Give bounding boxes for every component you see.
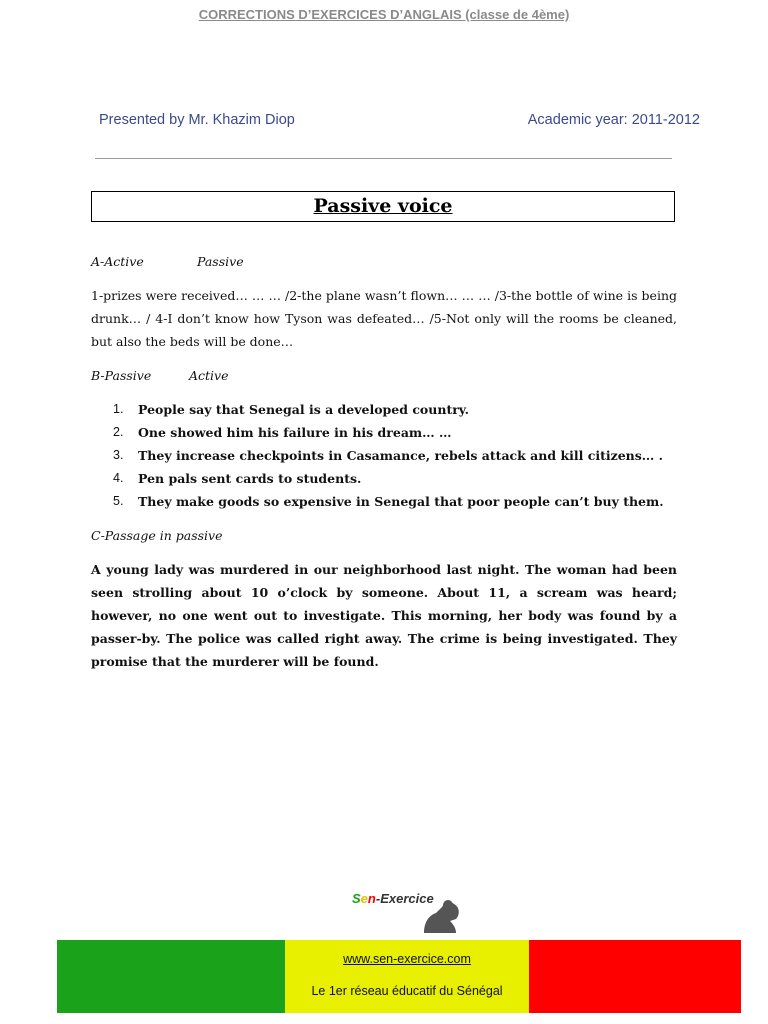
footer-red-band [529, 940, 741, 1013]
footer-green-band [57, 940, 285, 1013]
list-item [91, 490, 677, 513]
list-item-text: One showed him his failure in his dream… … [138, 425, 452, 440]
list-item [91, 467, 677, 490]
list-item-text: People say that Senegal is a developed country. [138, 402, 469, 417]
logo-wordmark: Sen-Exercice [352, 891, 434, 906]
list-item-text: Pen pals sent cards to students. [138, 471, 362, 486]
list-item-number: 5. [113, 494, 124, 508]
list-item-number: 4. [113, 471, 124, 485]
section-a-answers: 1-prizes were received… … … /2-the plane wasn’t flown… … … /3-the bottle of wine is being drunk… / 4-I don’t know how Tyson was defeated… /5-Not only will the rooms be cleaned, but also the beds will be done… [91, 288, 677, 349]
presenter-label: Presented by Mr. Khazim Diop [99, 112, 295, 128]
student-silhouette-icon [424, 903, 459, 933]
list-item-text: They increase checkpoints in Casamance, rebels attack and kill citizens… . [138, 448, 663, 463]
footer-flag-band [57, 940, 741, 1013]
head-icon [443, 900, 453, 910]
list-item-number: 2. [113, 425, 124, 439]
footer-tagline: Le 1er réseau éducatif du Sénégal [311, 984, 503, 998]
academic-year-label: Academic year: 2011-2012 [527, 112, 700, 128]
section-a-heading [91, 250, 677, 273]
sen-exercice-logo [350, 885, 465, 937]
section-c-heading: C-Passage in passive [91, 528, 223, 543]
section-b-heading [91, 364, 677, 387]
page-title: Passive voice [91, 191, 675, 222]
list-item-number: 1. [113, 402, 124, 416]
section-b-right: Active [189, 368, 229, 383]
section-b-list [91, 398, 677, 513]
list-item [91, 421, 677, 444]
document-header-title: CORRECTIONS D’EXERCICES D’ANGLAIS (classe de 4ème) [198, 7, 570, 22]
logo-graphic [350, 885, 465, 937]
website-link[interactable]: www.sen-exercice.com [343, 952, 471, 966]
footer-yellow-band [285, 940, 529, 1013]
section-a-right: Passive [197, 254, 244, 269]
header-divider [95, 158, 672, 159]
list-item [91, 398, 677, 421]
section-b-left: B-Passive [91, 368, 152, 383]
section-c-passage: A young lady was murdered in our neighborhood last night. The woman had been seen strolling about 10 o’clock by someone. About 11, a scream was heard; however, no one went out to investigate. This morning, her body was found by a passer-by. The police was called right away. The crime is being investigated. They promise that the murderer will be found. [91, 562, 677, 669]
section-a-left: A-Active [91, 254, 144, 269]
list-item-number: 3. [113, 448, 124, 462]
list-item [91, 444, 677, 467]
list-item-text: They make goods so expensive in Senegal that poor people can’t buy them. [138, 494, 664, 509]
exercise-content [91, 250, 677, 673]
